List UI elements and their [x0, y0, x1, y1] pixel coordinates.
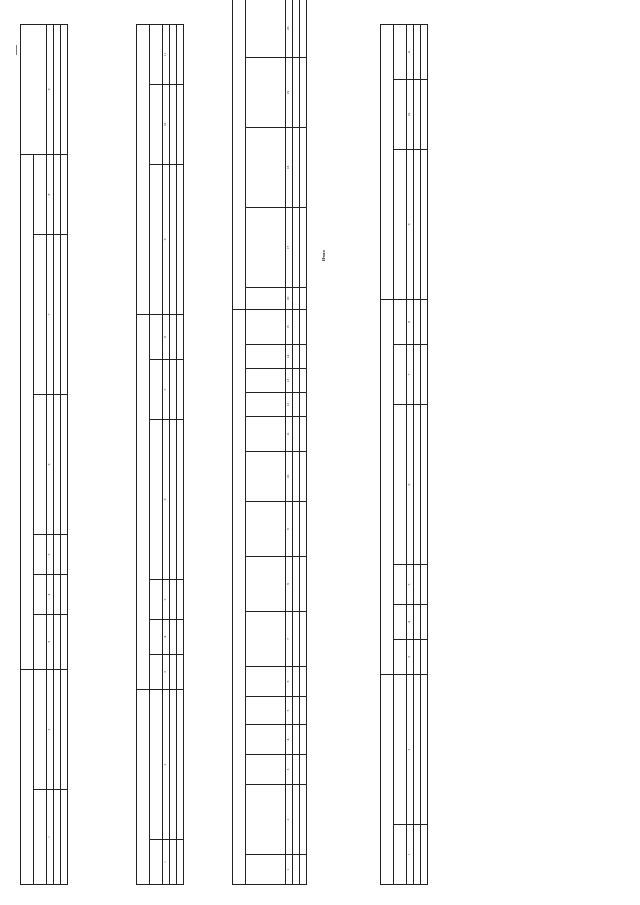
- s3-col-number: 4: [286, 725, 293, 755]
- s3-col-number: 20: [286, 0, 293, 57]
- s3-col-number: 14: [286, 345, 293, 369]
- s3-col-number: 10: [286, 452, 293, 502]
- s1-col-5-header: [34, 535, 47, 575]
- s3-col-number: 11: [286, 417, 293, 452]
- s3-col-number: 12: [286, 393, 293, 417]
- s1-col-number: 5: [47, 535, 54, 575]
- s4-col-number: 4: [407, 605, 414, 640]
- s4-col-11-header: [394, 24, 407, 79]
- s3-col-16-header: [233, 0, 246, 309]
- s2-col-4-header: [150, 620, 163, 655]
- s2-col-7-header: [150, 360, 163, 420]
- s1-col-1-header: [34, 790, 47, 885]
- s2-col-number: 9: [163, 164, 170, 314]
- s3-col-7-header: [246, 612, 286, 667]
- s3-col-17-header: [246, 207, 286, 287]
- s2-col-8-header: [150, 314, 163, 359]
- s4-col-9-header: [381, 24, 394, 299]
- section-3-table: [232, 0, 307, 885]
- s1-group-header: [21, 670, 34, 885]
- s1-col-9-header: [21, 24, 47, 154]
- s4-col-8-header: [394, 299, 407, 344]
- s4-group-header: [381, 675, 394, 885]
- s2-group-header: [137, 690, 150, 885]
- section-4-table: [380, 24, 428, 885]
- section-1-table: [20, 24, 68, 885]
- s2-col-number: 8: [163, 314, 170, 359]
- s2-col-number: 1: [163, 840, 170, 885]
- s1-col-4-header: [34, 575, 47, 615]
- table-row: [61, 24, 68, 884]
- s4-col-number: 9: [407, 149, 414, 299]
- s1-col-number: 1: [47, 790, 54, 885]
- s4-col-2-header: [394, 675, 407, 825]
- s4-col-4-header: [394, 605, 407, 640]
- s3-col-number: 1: [286, 855, 293, 885]
- s4-col-10-header: [394, 79, 407, 149]
- s4-col-1-header: [394, 825, 407, 885]
- s4-col-number: 2: [407, 675, 414, 825]
- s3-col-number: 17: [286, 207, 293, 287]
- s3-col-3-header: [246, 755, 286, 785]
- s1-col-number: 4: [47, 575, 54, 615]
- table-row: [300, 0, 307, 885]
- table-row: [421, 24, 428, 884]
- s3-col-number: 3: [286, 755, 293, 785]
- s2-col-3-header: [150, 655, 163, 690]
- s3-col-number: 15: [286, 309, 293, 344]
- s4-col-3-header: [394, 640, 407, 675]
- s3-col-20-header: [246, 0, 286, 57]
- s1-col-7-header: [34, 235, 47, 395]
- s3-col-number: 7: [286, 612, 293, 667]
- s1-col-2-header: [34, 670, 47, 790]
- s3-col-number: 18: [286, 127, 293, 207]
- s3-total-label: Итого: [321, 250, 326, 261]
- s4-col-number: 5: [407, 565, 414, 605]
- s1-col-number: 7: [47, 235, 54, 395]
- s3-col-9-header: [246, 502, 286, 557]
- table-row: [170, 24, 177, 884]
- s3-col-8-header: [246, 557, 286, 612]
- s3-row-code: [293, 287, 300, 309]
- s2-col-number: 2: [163, 690, 170, 840]
- table-row: [54, 24, 61, 884]
- s4-col-number: 7: [407, 345, 414, 405]
- s1-col-number: 9: [47, 24, 54, 154]
- s2-col-10-header: [150, 84, 163, 164]
- s3-col-11-header: [246, 417, 286, 452]
- s1-col-number: 6: [47, 395, 54, 535]
- s2-col-2-header: [150, 690, 163, 840]
- s1-col-number: 3: [47, 615, 54, 670]
- s4-col-5-header: [394, 565, 407, 605]
- s3-col-12-header: [246, 393, 286, 417]
- s2-col-number: 3: [163, 655, 170, 690]
- s3-col-2-header: [246, 785, 286, 855]
- s1-col-number: 8: [47, 154, 54, 234]
- s3-col-number: 13: [286, 369, 293, 393]
- s2-col-6-header: [137, 314, 150, 689]
- table-row: [293, 0, 300, 885]
- scan-mark: [16, 45, 17, 55]
- s3-col-number: 9: [286, 502, 293, 557]
- s2-col-11-header: [150, 24, 163, 84]
- s4-col-6-header: [381, 299, 394, 674]
- table-row: [414, 24, 421, 884]
- s4-col-number: 1: [407, 825, 414, 885]
- s3-col-6-header: [246, 667, 286, 697]
- s3-col-number: 6: [286, 667, 293, 697]
- s3-col-number: 19: [286, 57, 293, 127]
- s1-subgroup-header: [21, 154, 34, 669]
- s3-col-number: 5: [286, 697, 293, 725]
- s1-col-6-header: [34, 395, 47, 535]
- s2-col-number: 4: [163, 620, 170, 655]
- s4-col-number: 10: [407, 79, 414, 149]
- s3-col-number: 8: [286, 557, 293, 612]
- s1-col-8-header: [34, 154, 47, 234]
- section-2-table: [136, 24, 184, 885]
- s3-col-19-header: [246, 57, 286, 127]
- s3-col-13-header: [246, 369, 286, 393]
- s3-row-code: [300, 287, 307, 309]
- s3-col-18-header: [246, 127, 286, 207]
- s3-col-number: 16: [286, 287, 293, 309]
- s2-col-number: 11: [163, 24, 170, 84]
- s3-col-number: 2: [286, 785, 293, 855]
- s3-col-14-header: [246, 345, 286, 369]
- s3-col-4-header: [246, 725, 286, 755]
- s2-col-number: 5: [163, 580, 170, 620]
- s4-col-number: 8: [407, 299, 414, 344]
- s2-col-number: 7: [163, 360, 170, 420]
- s4-col-7-header: [394, 345, 407, 405]
- s3-group-header: [233, 309, 246, 884]
- s3-col-5-header: [246, 697, 286, 725]
- s4-col-number: 3: [407, 640, 414, 675]
- s3-col-1-header: [246, 855, 286, 885]
- s2-col-9-header: [137, 24, 150, 314]
- table-row: [177, 24, 184, 884]
- s2-col-5-header: [150, 580, 163, 620]
- s3-col-10-header: [246, 452, 286, 502]
- s1-col-3-header: [34, 615, 47, 670]
- s2-col-1-header: [150, 840, 163, 885]
- s4-col-number: 11: [407, 24, 414, 79]
- s2-col-number: 6: [163, 420, 170, 580]
- s4-col-number: 6: [407, 405, 414, 565]
- s1-col-number: 2: [47, 670, 54, 790]
- s3-col-15-header: [246, 309, 286, 344]
- s2-col-number: 10: [163, 84, 170, 164]
